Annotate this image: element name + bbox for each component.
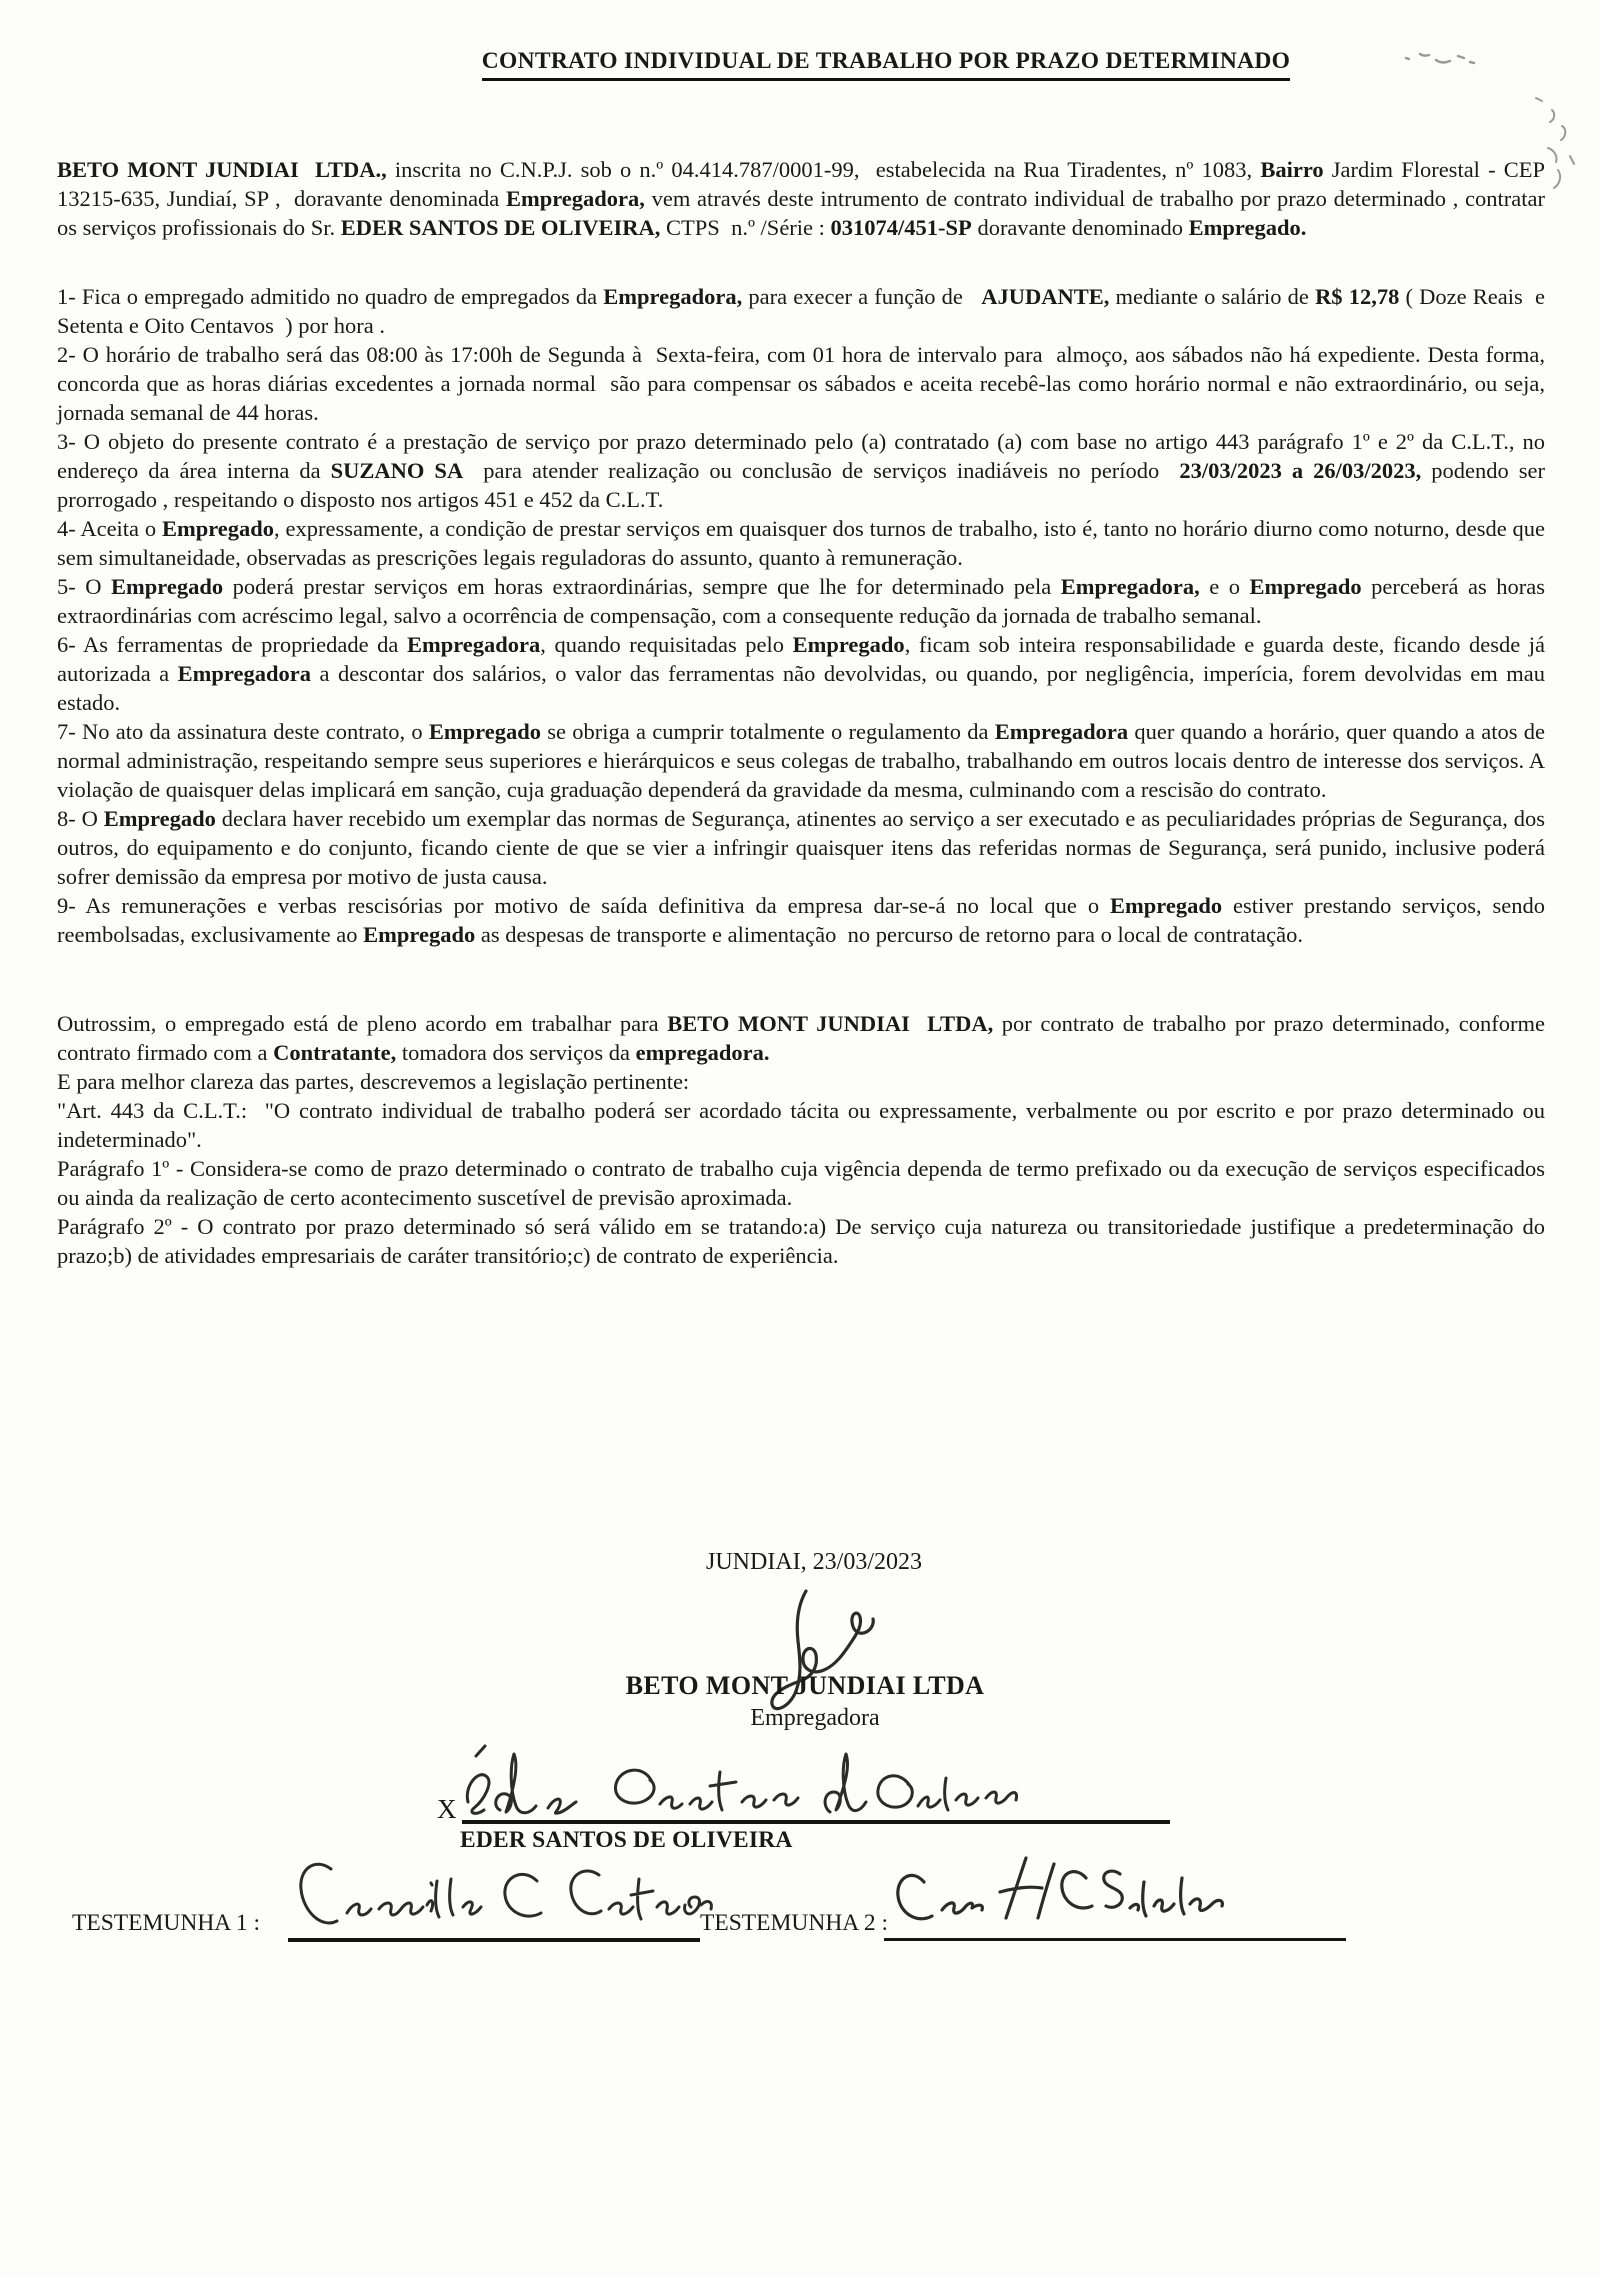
legislation-intro-line: E para melhor clareza das partes, descrevemos a legislação pertinente: [57, 1069, 690, 1094]
clause-6: 6- As ferramentas de propriedade da Empregadora, quando requisitadas pelo Empregado, ficam sob inteira responsabilidade e guarda deste, ficando desde já autorizada a Empregadora a descontar dos salários, o valor das ferramentas não devolvidas, ou quando, por negligência, imperícia, forem devolvidas em mau estado. [57, 632, 1546, 715]
paragrafo-1: Parágrafo 1º - Considera-se como de prazo determinado o contrato de trabalho cuja vigência dependa de termo prefixado ou da execução de serviços especificados ou ainda da realização de certo acontecimento suscetível de previsão aproximada. [57, 1156, 1545, 1210]
company-name: BETO MONT JUNDIAI LTDA [625, 1671, 985, 1700]
witness1-signature [295, 1853, 715, 1945]
employee-x-mark: X [437, 1794, 457, 1824]
witness1-signature-line [288, 1938, 700, 1942]
witness1-label: TESTEMUNHA 1 : [72, 1910, 260, 1936]
clause-9: 9- As remunerações e verbas rescisórias por motivo de saída definitiva da empresa dar-se-á no local que o Empregado estiver prestando serviços, sendo reembolsadas, exclusivamente ao Empregado as despesas de transporte e alimentação no percurso de retorno para o local de contratação. [57, 893, 1545, 947]
company-role-label: Empregadora [750, 1705, 880, 1731]
clause-2: 2- O horário de trabalho será das 08:00 às 17:00h de Segunda à Sexta-feira, com 01 hora de intervalo para almoço, aos sábados não há expediente. Desta forma, concorda que as horas diárias excedentes a jornada normal são para compensar os sábados e aceita recebê-las como horário normal e não extraordinário, ou seja, jornada semanal de 44 horas. [57, 342, 1545, 425]
clause-8: 8- O Empregado declara haver recebido um exemplar das normas de Segurança, atinentes ao serviço a ser executado e as peculiaridades próprias de Segurança, dos outros, do equipamento e do conjunto, ficando ciente de que se vier a infringir quaisquer itens das referidas normas de Segurança, será punido, inclusive poderá sofrer demissão da empresa por motivo de justa causa. [57, 806, 1546, 889]
clause-7: 7- No ato da assinatura deste contrato, o Empregado se obriga a cumprir totalmente o regulamento da Empregadora quer quando a horário, quer quando a atos de normal administração, respeitando sempre seus superiores e hierárquicos e seus colegas de trabalho, trabalhando em outros locais dentro de interesse dos serviços. A violação de quaisquer delas implicará em sanção, cuja graduação dependerá da gravidade da mesma, culminando com a rescisão do contrato. [57, 719, 1546, 802]
document-body [57, 0, 1545, 1270]
clauses-block [57, 282, 1545, 949]
clause-1: 1- Fica o empregado admitido no quadro de empregados da Empregadora, para execer a função de AJUDANTE, mediante o salário de R$ 12,78 ( Doze Reais e Setenta e Oito Centavos ) por hora . [57, 284, 1546, 338]
intro-paragraph: BETO MONT JUNDIAI LTDA., inscrita no C.N.P.J. sob o n.º 04.414.787/0001-99, estabelecida na Rua Tiradentes, nº 1083, Bairro Jardim Florestal - CEP 13215-635, Jundiaí, SP , doravante denominada Empregadora, vem através deste intrumento de contrato individual de trabalho por prazo determinado , contratar os serviços profissionais do Sr. EDER SANTOS DE OLIVEIRA, CTPS n.º /Série : 031074/451-SP doravante denominado Empregado. [57, 157, 1545, 240]
witness2-signature-line [884, 1938, 1346, 1941]
clause-4: 4- Aceita o Empregado, expressamente, a condição de prestar serviços em quaisquer dos turnos de trabalho, isto é, tanto no horário diurno como noturno, desde que sem simultaneidade, observadas as prescrições legais reguladoras do assunto, quanto à remuneração. [57, 516, 1546, 570]
witness2-label: TESTEMUNHA 2 : [700, 1910, 888, 1936]
art-443-paragraph: "Art. 443 da C.L.T.: "O contrato individual de trabalho poderá ser acordado tácita ou expressamente, verbalmente ou por escrito e por prazo determinado ou indeterminado". [57, 1098, 1545, 1152]
title-row [142, 48, 1600, 81]
employee-signature-line [462, 1820, 1170, 1824]
witness2-signature [888, 1846, 1248, 1942]
clause-5: 5- O Empregado poderá prestar serviços em horas extraordinárias, sempre que lhe for determinado pela Empregadora, e o Empregado perceberá as horas extraordinárias com acréscimo legal, salvo a ocorrência de compensação, com a consequente redução da jornada de trabalho semanal. [57, 574, 1545, 628]
document-title: CONTRATO INDIVIDUAL DE TRABALHO POR PRAZO DETERMINADO [482, 48, 1290, 81]
paragrafo-2: Parágrafo 2º - O contrato por prazo determinado só será válido em se tratando:a) De serviço cuja natureza ou transitoriedade justifique a predeterminação do prazo;b) de atividades empresariais de caráter transitório;c) de contrato de experiência. [57, 1214, 1545, 1268]
date-line: JUNDIAI, 23/03/2023 [706, 1549, 922, 1575]
outrossim-paragraph: Outrossim, o empregado está de pleno acordo em trabalhar para BETO MONT JUNDIAI LTDA, por contrato de trabalho por prazo determinado, conforme contrato firmado com a Contratante, tomadora dos serviços da empregadora. [57, 1011, 1545, 1065]
employee-printed-name: EDER SANTOS DE OLIVEIRA [460, 1827, 793, 1853]
clause-3: 3- O objeto do presente contrato é a prestação de serviço por prazo determinado pelo (a) contratado (a) com base no artigo 443 parágrafo 1º e 2º da C.L.T., no endereço da área interna da SUZANO SA para atender realização ou conclusão de serviços inadiáveis no período 23/03/2023 a 26/03/2023, podendo ser prorrogado , respeitando o disposto nos artigos 451 e 452 da C.L.T. [57, 429, 1545, 512]
